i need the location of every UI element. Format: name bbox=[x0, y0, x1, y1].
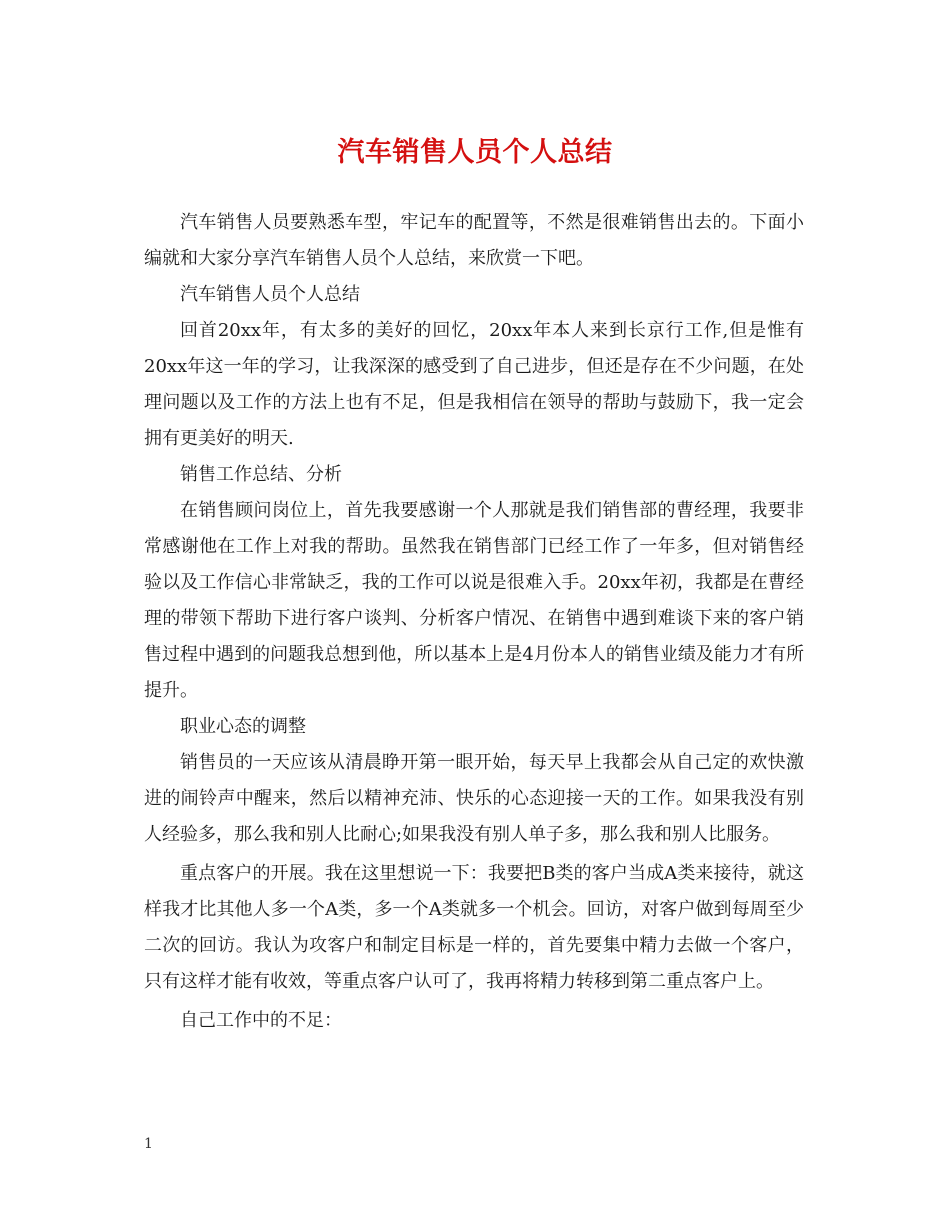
key-clients-paragraph: 重点客户的开展。我在这里想说一下：我要把B类的客户当成A类来接待，就这样我才比其他人多一个A类，多一个A类就多一个机会。回访，对客户做到每周至少二次的回访。我认为攻客户和制定目标是一样的，首先要集中精力去做一个客户，只有这样才能有收效，等重点客户认可了，我再将精力转移到第二重点客户上。 bbox=[144, 863, 804, 992]
review-paragraph: 回首20xx年，有太多的美好的回忆，20xx年本人来到长京行工作,但是惟有20xx年这一年的学习，让我深深的感受到了自己进步，但还是存在不少问题，在处理问题以及工作的方法上也有不足，但是我相信在领导的帮助与鼓励下，我一定会拥有更美好的明天. bbox=[144, 320, 804, 449]
mindset-paragraph: 销售员的一天应该从清晨睁开第一眼开始，每天早上我都会从自己定的欢快激进的闹铃声中醒来，然后以精神充沛、快乐的心态迎接一天的工作。如果我没有别人经验多，那么我和别人比耐心;如果我没有别人单子多，那么我和别人比服务。 bbox=[144, 752, 804, 845]
page-number: 1 bbox=[144, 1136, 153, 1152]
document-title: 汽车销售人员个人总结 bbox=[337, 137, 613, 168]
sales-analysis-paragraph: 在销售顾问岗位上，首先我要感谢一个人那就是我们销售部的曹经理，我要非常感谢他在工作上对我的帮助。虽然我在销售部门已经工作了一年多，但对销售经验以及工作信心非常缺乏，我的工作可以说是很难入手。20xx年初，我都是在曹经理的带领下帮助下进行客户谈判、分析客户情况、在销售中遇到难谈下来的客户销售过程中遇到的问题我总想到他，所以基本上是4月份本人的销售业绩及能力才有所提升。 bbox=[144, 500, 804, 701]
section-heading-summary: 汽车销售人员个人总结 bbox=[180, 284, 360, 305]
section-heading-mindset: 职业心态的调整 bbox=[180, 716, 306, 737]
section-heading-shortcomings: 自己工作中的不足： bbox=[180, 1010, 342, 1031]
section-heading-sales-analysis: 销售工作总结、分析 bbox=[180, 464, 342, 485]
intro-paragraph: 汽车销售人员要熟悉车型，牢记车的配置等，不然是很难销售出去的。下面小编就和大家分享汽车销售人员个人总结，来欣赏一下吧。 bbox=[144, 212, 804, 269]
document-body bbox=[144, 205, 804, 1039]
